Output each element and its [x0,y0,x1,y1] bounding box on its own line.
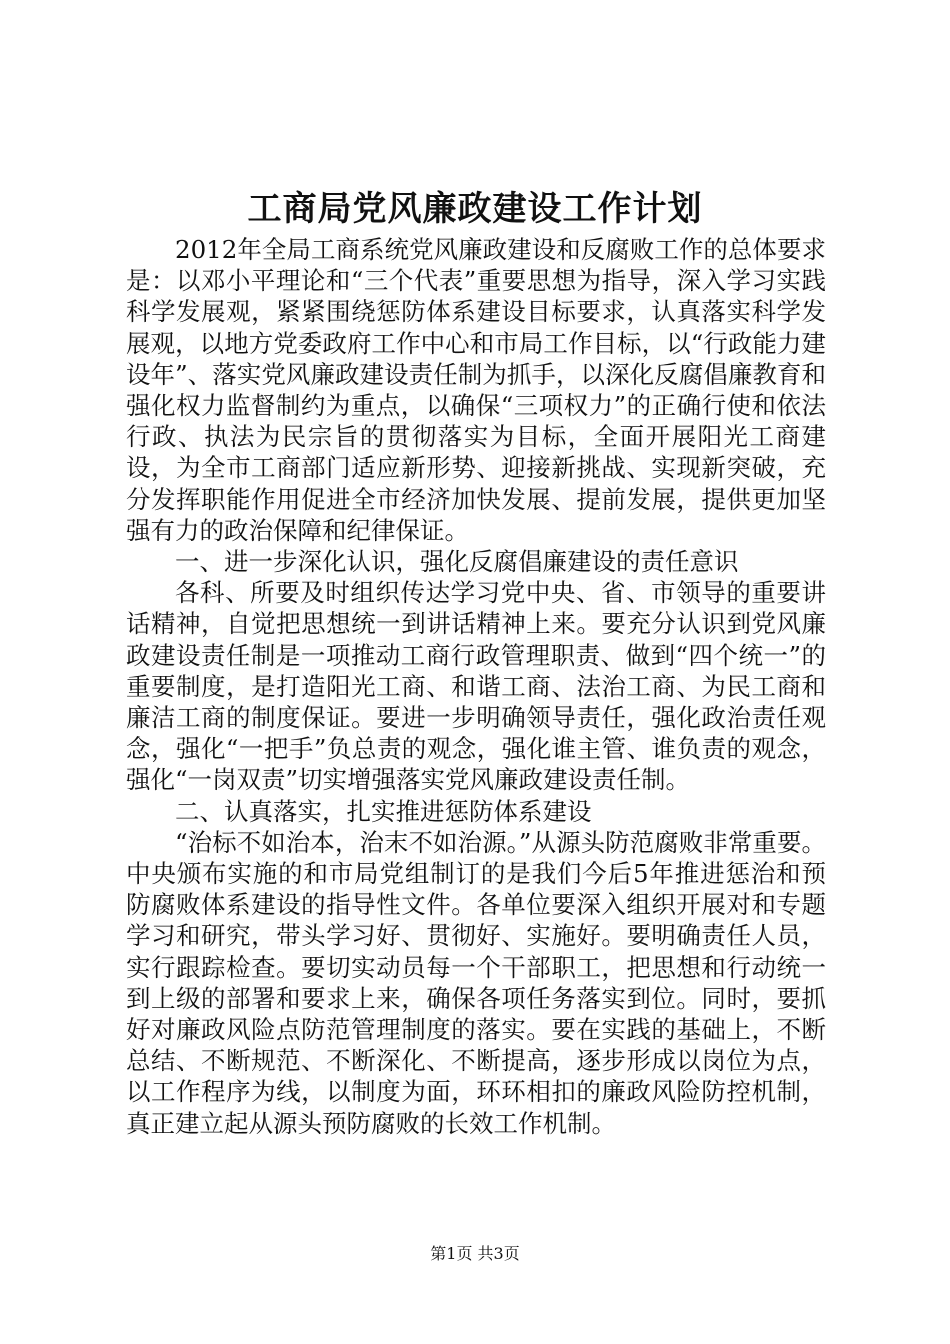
page-footer: 第1页 共3页 [430,1244,520,1263]
document-title: 工商局党风廉政建设工作计划 [247,189,703,229]
document-body [126,234,826,1139]
paragraph-section-2: “治标不如治本，治末不如治源。”从源头防范腐败非常重要。中央颁布实施的和市局党组制订的是我们今后5年推进惩治和预防腐败体系建设的指导性文件。各单位要深入组织开展对和专题学习和研究，带头学习好、贯彻好、实施好。要明确责任人员，实行跟踪检查。要切实动员每一个干部职工，把思想和行动统一到上级的部署和要求上来，确保各项任务落实到位。同时，要抓好对廉政风险点防范管理制度的落实。要在实践的基础上，不断总结、不断规范、不断深化、不断提高，逐步形成以岗位为点，以工作程序为线，以制度为面，环环相扣的廉政风险防控机制，真正建立起从源头预防腐败的长效工作机制。 [126,827,826,1138]
paragraph-section-1: 各科、所要及时组织传达学习党中央、省、市领导的重要讲话精神，自觉把思想统一到讲话精神上来。要充分认识到党风廉政建设责任制是一项推动工商行政管理职责、做到“四个统一”的重要制度，是打造阳光工商、和谐工商、法治工商、为民工商和廉洁工商的制度保证。要进一步明确领导责任，强化政治责任观念，强化“一把手”负总责的观念，强化谁主管、谁负责的观念，强化“一岗双责”切实增强落实党风廉政建设责任制。 [126,578,826,795]
section-heading-1: 一、进一步深化认识，强化反腐倡廉建设的责任意识 [175,547,739,577]
section-heading-2: 二、认真落实，扎实推进惩防体系建设 [175,796,592,826]
paragraph-intro: 2012年全局工商系统党风廉政建设和反腐败工作的总体要求是：以邓小平理论和“三个代表”重要思想为指导，深入学习实践科学发展观，紧紧围绕惩防体系建设目标要求，认真落实科学发展观，以地方党委政府工作中心和市局工作目标，以“行政能力建设年”、落实党风廉政建设责任制为抓手，以深化反腐倡廉教育和强化权力监督制约为重点，以确保“三项权力”的正确行使和依法行政、执法为民宗旨的贯彻落实为目标，全面开展阳光工商建设，为全市工商部门适应新形势、迎接新挑战、实现新突破，充分发挥职能作用促进全市经济加快发展、提前发展，提供更加坚强有力的政治保障和纪律保证。 [126,235,826,545]
